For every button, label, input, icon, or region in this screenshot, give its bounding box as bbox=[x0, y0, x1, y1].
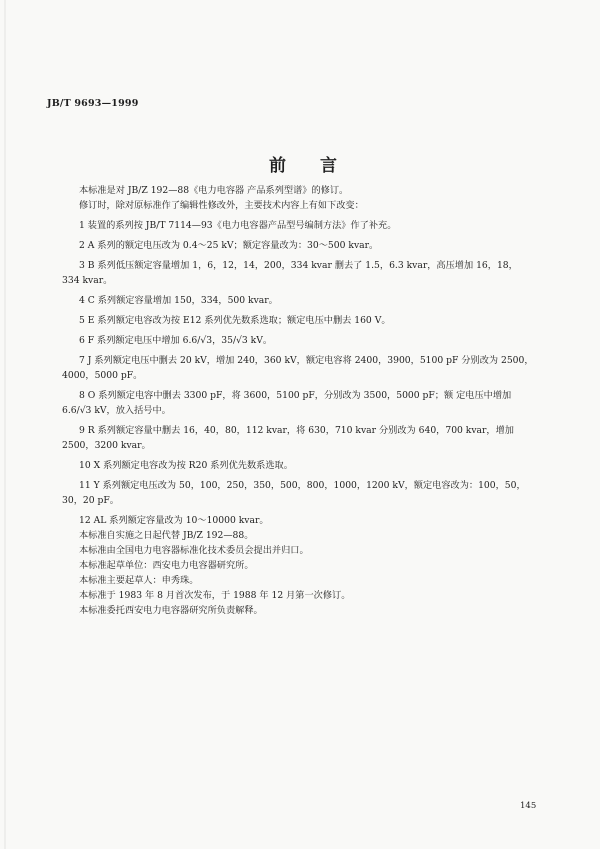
revision-item: 7 J 系列额定电压中删去 20 kV，增加 240，360 kV，额定电容将 2400，3900，5100 pF 分别改为 2500， bbox=[79, 355, 534, 366]
page-edge-shadow bbox=[4, 0, 6, 849]
revision-item: 2 A 系列的额定电压改为 0.4～25 kV；额定容量改为：30～500 kvar。 bbox=[79, 240, 379, 251]
closing-paragraph: 本标准由全国电力电容器标准化技术委员会提出并归口。 bbox=[79, 545, 309, 556]
closing-paragraph: 本标准起草单位：西安电力电容器研究所。 bbox=[79, 560, 254, 571]
revision-item: 6 F 系列额定电压中增加 6.6/√3，35/√3 kV。 bbox=[79, 335, 273, 346]
revision-item-continuation: 2500，3200 kvar。 bbox=[62, 440, 151, 451]
revision-item: 11 Y 系列额定电压改为 50，100，250，350，500，800，1000，1200 kV，额定电容改为：100，50， bbox=[79, 480, 526, 491]
closing-paragraph: 本标准于 1983 年 8 月首次发布，于 1988 年 12 月第一次修订。 bbox=[79, 590, 351, 601]
section-title: 前 言 bbox=[269, 156, 351, 176]
revision-item-continuation: 334 kvar。 bbox=[62, 275, 113, 286]
revision-item: 3 B 系列低压额定容量增加 1，6，12，14，200，334 kvar 删去了 1.5，6.3 kvar，高压增加 16，18， bbox=[79, 260, 518, 271]
revision-item: 5 E 系列额定电容改为按 E12 系列优先数系选取；额定电压中删去 160 V。 bbox=[79, 315, 391, 326]
page-number: 145 bbox=[520, 801, 537, 811]
closing-paragraph: 本标准委托西安电力电容器研究所负责解释。 bbox=[79, 605, 263, 616]
standard-code: JB/T 9693—1999 bbox=[47, 98, 139, 109]
intro-paragraph: 本标准是对 JB/Z 192—88《电力电容器 产品系列型谱》的修订。 bbox=[79, 185, 349, 196]
revision-item: 9 R 系列额定容量中删去 16，40，80，112 kvar，将 630，710 kvar 分别改为 640，700 kvar，增加 bbox=[79, 425, 514, 436]
closing-paragraph: 本标准自实施之日起代替 JB/Z 192—88。 bbox=[79, 530, 254, 541]
revision-item-continuation: 6.6/√3 kV，放入括号中。 bbox=[62, 405, 171, 416]
closing-paragraph: 本标准主要起草人：申秀珠。 bbox=[79, 575, 199, 586]
revision-item: 8 O 系列额定电容中删去 3300 pF，将 3600，5100 pF，分别改为 3500，5000 pF；额 定电压中增加 bbox=[79, 390, 512, 401]
revision-item: 1 装置的系列按 JB/T 7114—93《电力电容器产品型号编制方法》作了补充。 bbox=[79, 220, 397, 231]
revision-item: 12 AL 系列额定容量改为 10～10000 kvar。 bbox=[79, 515, 269, 526]
revision-item-continuation: 4000，5000 pF。 bbox=[62, 370, 143, 381]
intro-paragraph: 修订时，除对原标准作了编辑性修改外，主要技术内容上有如下改变： bbox=[79, 200, 364, 211]
revision-item: 4 C 系列额定容量增加 150，334，500 kvar。 bbox=[79, 295, 278, 306]
revision-item-continuation: 30，20 pF。 bbox=[62, 495, 119, 506]
foreword-body bbox=[62, 183, 554, 618]
revision-item: 10 X 系列额定电容改为按 R20 系列优先数系选取。 bbox=[79, 460, 293, 471]
